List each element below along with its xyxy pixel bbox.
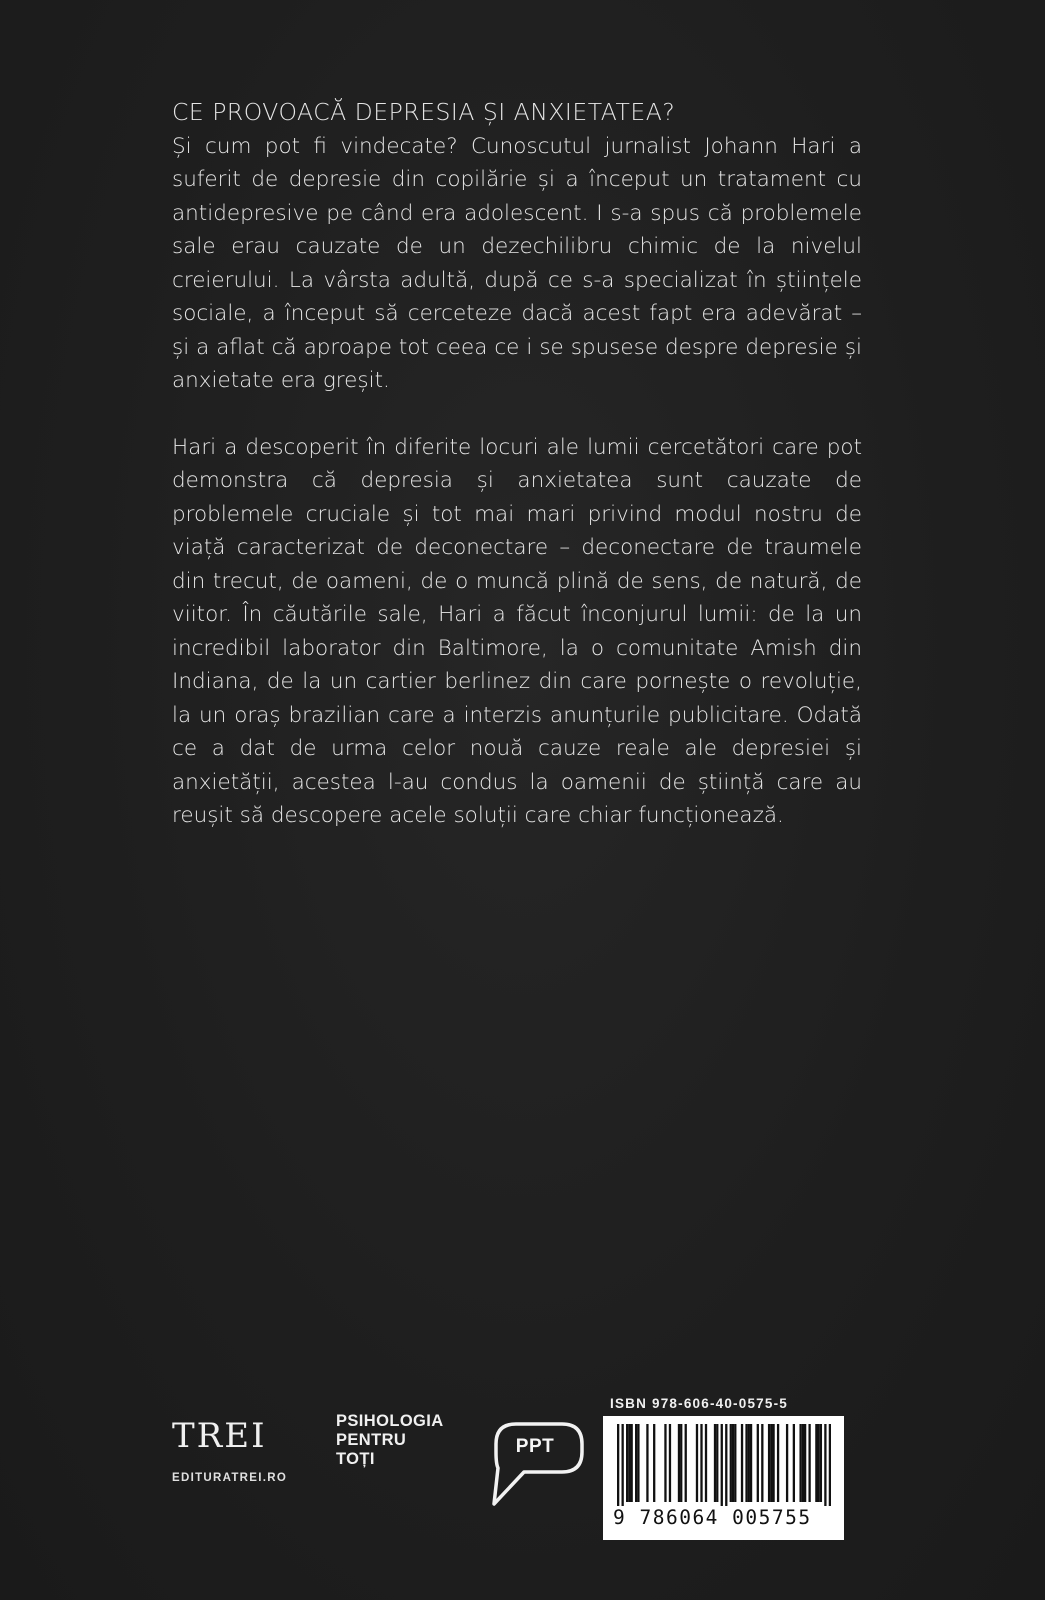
barcode-bar: [721, 1424, 723, 1506]
barcode-bar: [617, 1424, 619, 1506]
barcode-bar: [734, 1424, 736, 1502]
speech-bubble-icon: [490, 1420, 588, 1510]
barcode-bar: [772, 1424, 774, 1502]
barcode-bar: [802, 1424, 804, 1502]
barcode-bar: [817, 1424, 819, 1502]
barcode-bar: [622, 1424, 624, 1506]
barcode-bar: [637, 1424, 639, 1502]
series-name: [336, 1412, 444, 1469]
barcode-bar: [646, 1424, 648, 1502]
barcode-bar: [716, 1424, 718, 1502]
barcode-bar: [770, 1424, 772, 1502]
barcode-bar: [829, 1424, 831, 1506]
barcode-bar: [669, 1424, 671, 1502]
blurb-paragraph-2: Hari a descoperit în diferite locuri ale lumii cercetători care pot demonstra că depresia și anxietatea sunt cauzate de problemele cruciale și tot mai mari privind modul nostru de viață caracterizat de deconectare – deconectare de traumele din trecut, de oameni, de o muncă plină de sens, de natură, de viitor. În căutările sale, Hari a făcut înconjurul lumii: de la un incredibil laborator din Baltimore, la o comunitate Amish din Indiana, de la un cartier berlinez din care pornește o revoluție, la un oraș brazilian care a interzis anunțurile publicitare. Odată ce a dat de urma celor nouă cauze reale ale depresiei și anxietății, acestea l-au condus la oamenii de știință care au reușit să descopere acele soluții care chiar funcționează.: [172, 434, 862, 828]
barcode-bar: [761, 1424, 763, 1502]
publisher-url: EDITURATREI.RO: [172, 1472, 288, 1484]
blurb-paragraph-1-text: Și cum pot fi vindecate? Cunoscutul jurnalist Johann Hari a suferit de depresie din copilărie și a început un tratament cu antidepresive pe când era adolescent. I s-a spus că problemele sale erau cauzate de un dezechilibru chimic de la nivelul creierului. La vârsta adultă, după ce s-a specializat în științele sociale, a început să cerceteze dacă acest fapt era adevărat – și a aflat că aproape tot ceea ce i se spusese despre depresie și anxietate era greșit.: [172, 133, 862, 393]
barcode-bar: [685, 1424, 687, 1502]
barcode-bar: [793, 1424, 795, 1502]
barcode-bar: [631, 1424, 633, 1502]
barcode-bar: [725, 1424, 727, 1506]
barcode-bar: [653, 1424, 655, 1502]
barcode-bar: [626, 1424, 628, 1502]
barcode-bar: [664, 1424, 666, 1502]
barcode-bar: [808, 1424, 810, 1502]
barcode-bar: [700, 1424, 702, 1502]
barcode-bar: [714, 1424, 716, 1502]
isbn-label: ISBN 978-606-40-0575-5: [610, 1396, 788, 1411]
barcode-bar: [815, 1424, 817, 1502]
barcode-bar: [750, 1424, 752, 1502]
barcode-bar: [804, 1424, 806, 1502]
barcode-bar: [777, 1424, 779, 1502]
barcode-bar: [705, 1424, 707, 1502]
blurb-paragraph-1: [172, 96, 862, 398]
barcode-bar: [824, 1424, 826, 1506]
blurb-heading: CE PROVOACĂ DEPRESIA ȘI ANXIETATEA?: [172, 98, 676, 126]
barcode-bar: [678, 1424, 680, 1502]
barcode-bars: [617, 1424, 831, 1506]
barcode-bar: [732, 1424, 734, 1502]
barcode-bar: [799, 1424, 801, 1502]
barcode-bar: [635, 1424, 637, 1502]
barcode-bar: [730, 1424, 732, 1502]
barcode-bar: [748, 1424, 750, 1502]
barcode-bar: [745, 1424, 747, 1502]
blurb-text: [172, 96, 862, 866]
barcode: [603, 1416, 844, 1540]
barcode-bar: [628, 1424, 630, 1502]
series-name-line-3: TOȚI: [336, 1450, 375, 1468]
series-badge-label: PPT: [515, 1436, 555, 1457]
barcode-bar: [768, 1424, 770, 1502]
barcode-bar: [820, 1424, 822, 1502]
series-name-line-1: PSIHOLOGIA: [336, 1412, 444, 1430]
barcode-bar: [786, 1424, 788, 1502]
barcode-bar: [741, 1424, 743, 1502]
barcode-bar: [757, 1424, 759, 1502]
publisher-logo: TREI: [172, 1416, 267, 1456]
barcode-digits: 9 786064 005755: [613, 1506, 812, 1529]
barcode-bar: [696, 1424, 698, 1502]
barcode-bar: [680, 1424, 682, 1502]
series-name-line-2: PENTRU: [336, 1431, 407, 1449]
